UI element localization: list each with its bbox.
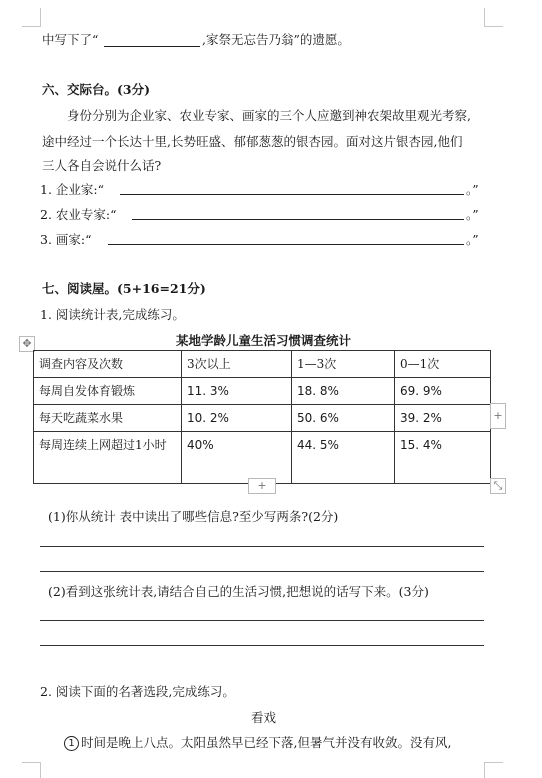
table-cell[interactable]: 每周自发体育锻炼 (34, 378, 182, 405)
sub-question-1: (1)你从统计 表中读出了哪些信息?至少写两条?(2分) (48, 509, 339, 524)
section6-para-line-3: 三人各自会说什么话? (42, 158, 162, 173)
answer-label-painter: 3. 画家:“ (40, 232, 92, 247)
table-row (34, 432, 491, 484)
table-cell[interactable]: 39. 2% (395, 405, 491, 432)
answer-line-entrepreneur[interactable] (120, 194, 464, 195)
crop-mark-top-left (22, 8, 41, 27)
table-header-row (34, 351, 491, 378)
table-row (34, 378, 491, 405)
table-cell[interactable]: 18. 8% (292, 378, 395, 405)
question2-intro: 2. 阅读下面的名著选段,完成练习。 (40, 684, 235, 699)
answer-end-agri-expert: 。” (466, 207, 479, 222)
section6-para-line-2: 途中经过一个长达十里,长势旺盛、郁郁葱葱的银杏园。面对这片银杏园,他们 (42, 134, 463, 149)
intro-line (42, 30, 98, 48)
table-cell[interactable]: 40% (182, 432, 292, 484)
passage-title: 看戏 (251, 710, 277, 725)
answer-label-entrepreneur: 1. 企业家:“ (40, 182, 105, 197)
survey-table (33, 350, 491, 484)
table-cell[interactable]: 10. 2% (182, 405, 292, 432)
table-row (34, 405, 491, 432)
paragraph-number-badge: 1 (64, 736, 79, 751)
crop-mark-bottom-left (22, 762, 41, 778)
passage-line-1 (64, 733, 451, 751)
table-cell[interactable]: 11. 3% (182, 378, 292, 405)
answer-line-painter[interactable] (108, 244, 464, 245)
answer-label-agri-expert: 2. 农业专家:“ (40, 207, 117, 222)
crop-mark-top-right (484, 8, 503, 27)
table-move-handle-icon[interactable]: ✥ (19, 336, 35, 352)
section6-para-line-1: 身份分别为企业家、农业专家、画家的三个人应邀到神农架故里观光考察, (67, 108, 471, 123)
table-cell[interactable]: 69. 9% (395, 378, 491, 405)
table-header-cell[interactable]: 0—1次 (395, 351, 491, 378)
answer-end-painter: 。” (466, 232, 479, 247)
table-add-column-icon[interactable]: + (490, 403, 506, 429)
answer-line-q2-a[interactable] (40, 620, 484, 621)
table-header-cell[interactable]: 1—3次 (292, 351, 395, 378)
sub-question-2: (2)看到这张统计表,请结合自己的生活习惯,把想说的话写下来。(3分) (48, 584, 429, 599)
intro-after-text: ,家祭无忘告乃翁”的遗愿。 (202, 32, 350, 47)
table-add-row-icon[interactable]: + (248, 478, 276, 494)
table-cell[interactable]: 15. 4% (395, 432, 491, 484)
answer-line-q1-b[interactable] (40, 571, 484, 572)
answer-line-q1-a[interactable] (40, 546, 484, 547)
table-header-cell[interactable]: 调查内容及次数 (34, 351, 182, 378)
table-cell[interactable]: 50. 6% (292, 405, 395, 432)
table-cell[interactable]: 每天吃蔬菜水果 (34, 405, 182, 432)
section6-heading: 六、交际台。(3分) (42, 82, 151, 97)
answer-line-agri-expert[interactable] (132, 219, 464, 220)
table-header-cell[interactable]: 3次以上 (182, 351, 292, 378)
question1-intro: 1. 阅读统计表,完成练习。 (40, 307, 185, 322)
intro-blank-line[interactable] (104, 46, 200, 47)
passage-line-1-text: 时间是晚上八点。太阳虽然早已经下落,但暑气并没有收敛。没有风, (81, 735, 452, 750)
intro-before-text: 中写下了“ (42, 32, 99, 47)
table-title: 某地学龄儿童生活习惯调查统计 (176, 333, 352, 348)
table-cell[interactable]: 44. 5% (292, 432, 395, 484)
answer-end-entrepreneur: 。” (466, 182, 479, 197)
crop-mark-bottom-right (484, 762, 503, 778)
table-resize-handle-icon[interactable]: ⤡ (490, 478, 506, 494)
table-cell[interactable]: 每周连续上网超过1小时 (34, 432, 182, 484)
answer-line-q2-b[interactable] (40, 645, 484, 646)
section7-heading: 七、阅读屋。(5+16=21分) (42, 281, 206, 296)
